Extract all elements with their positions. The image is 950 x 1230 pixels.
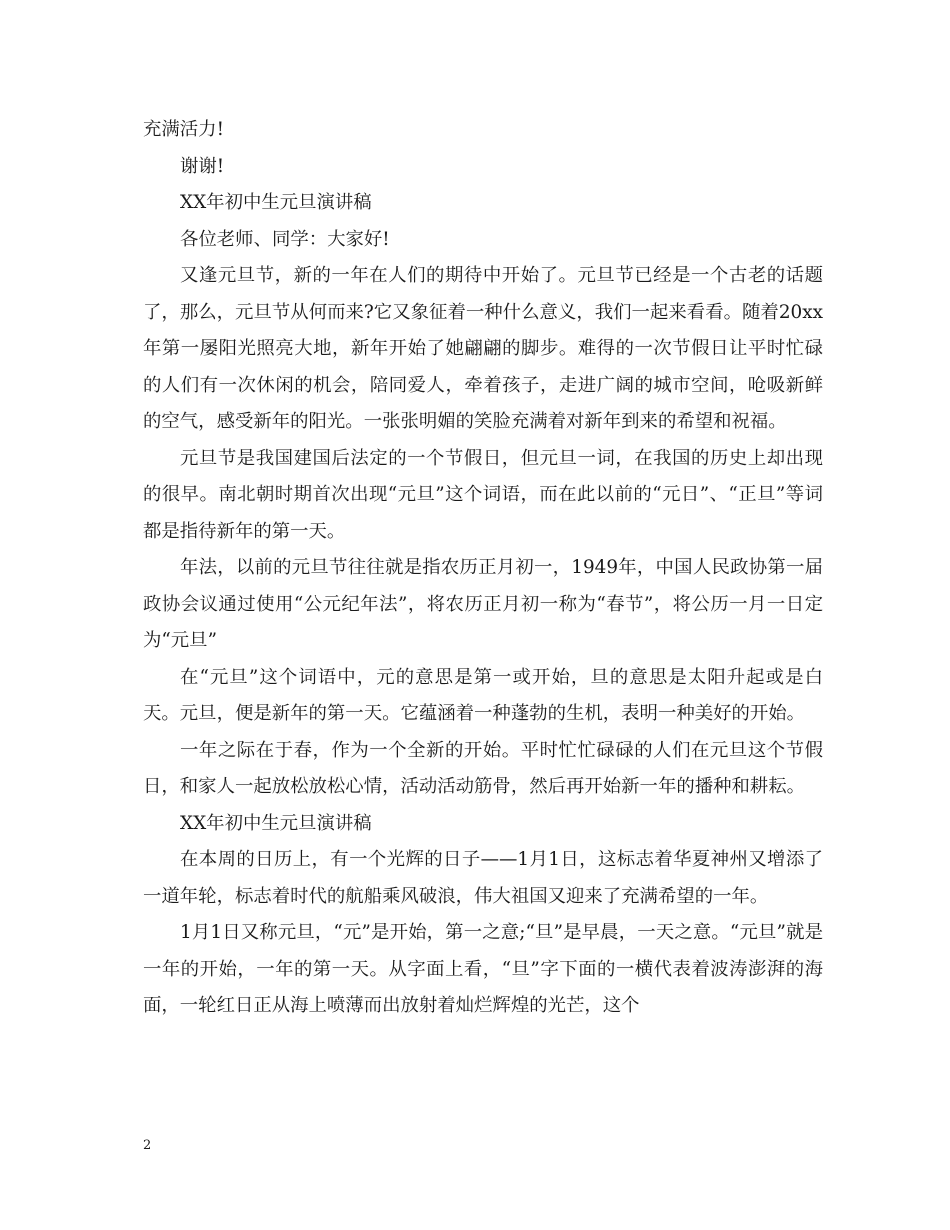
paragraph-new-year-intro: 又逢元旦节，新的一年在人们的期待中开始了。元旦节已经是一个古老的话题了，那么，元旦节从何而来?它又象征着一种什么意义，我们一起来看看。随着20xx年第一屡阳光照亮大地，新年开始了她翩翩的脚步。难得的一次节假日让平时忙碌的人们有一次休闲的机会，陪同爱人，牵着孩子，走进广阔的城市空间，呛吸新鲜的空气，感受新年的阳光。一张张明媚的笑脸充满着对新年到来的希望和祝福。	[143, 265, 823, 432]
speech-title: XX年初中生元旦演讲稿	[180, 192, 372, 213]
paragraph-glorious-day: 在本周的日历上，有一个光辉的日子——1月1日，这标志着华夏神州又增添了一道年轮，标志着时代的航船乘风破浪，伟大祖国又迎来了充满希望的一年。	[143, 849, 823, 907]
paragraph-thanks: 谢谢!	[180, 155, 225, 177]
body-text	[143, 112, 823, 1025]
paragraph-calendar: 年法，以前的元旦节往往就是指农历正月初一，1949年，中国人民政协第一届政协会议通过使用“公元纪年法”，将农历正月初一称为“春节”，将公历一月一日定为“元旦”	[143, 557, 823, 651]
speech-greeting: 各位老师、同学：大家好!	[180, 228, 390, 250]
speech-title: XX年初中生元旦演讲稿	[180, 812, 372, 834]
paragraph-spring: 一年之际在于春，作为一个全新的开始。平时忙忙碌碌的人们在元旦这个节假日，和家人一起放松放松心情，活动活动筋骨，然后再开始新一年的播种和耕耘。	[143, 739, 823, 797]
page-number: 2	[143, 1138, 152, 1153]
paragraph-history: 元旦节是我国建国后法定的一个节假日，但元旦一词，在我国的历史上却出现的很早。南北朝时期首次出现“元旦”这个词语，而在此以前的“元日”、“正旦”等词都是指待新年的第一天。	[143, 447, 823, 542]
paragraph-yuandan-definition: 1月1日又称元旦，“元”是开始，第一之意;“旦”是早晨，一天之意。“元旦”就是一年的开始，一年的第一天。从字面上看，“旦”字下面的一横代表着波涛澎湃的海面，一轮红日正从海上喷薄而出放射着灿烂辉煌的光芒，这个	[143, 922, 823, 1016]
paragraph-closing-line: 充满活力!	[143, 119, 224, 140]
paragraph-meaning: 在“元旦”这个词语中，元的意思是第一或开始，旦的意思是太阳升起或是白天。元旦，便是新年的第一天。它蕴涵着一种蓬勃的生机，表明一种美好的开始。	[143, 666, 823, 724]
